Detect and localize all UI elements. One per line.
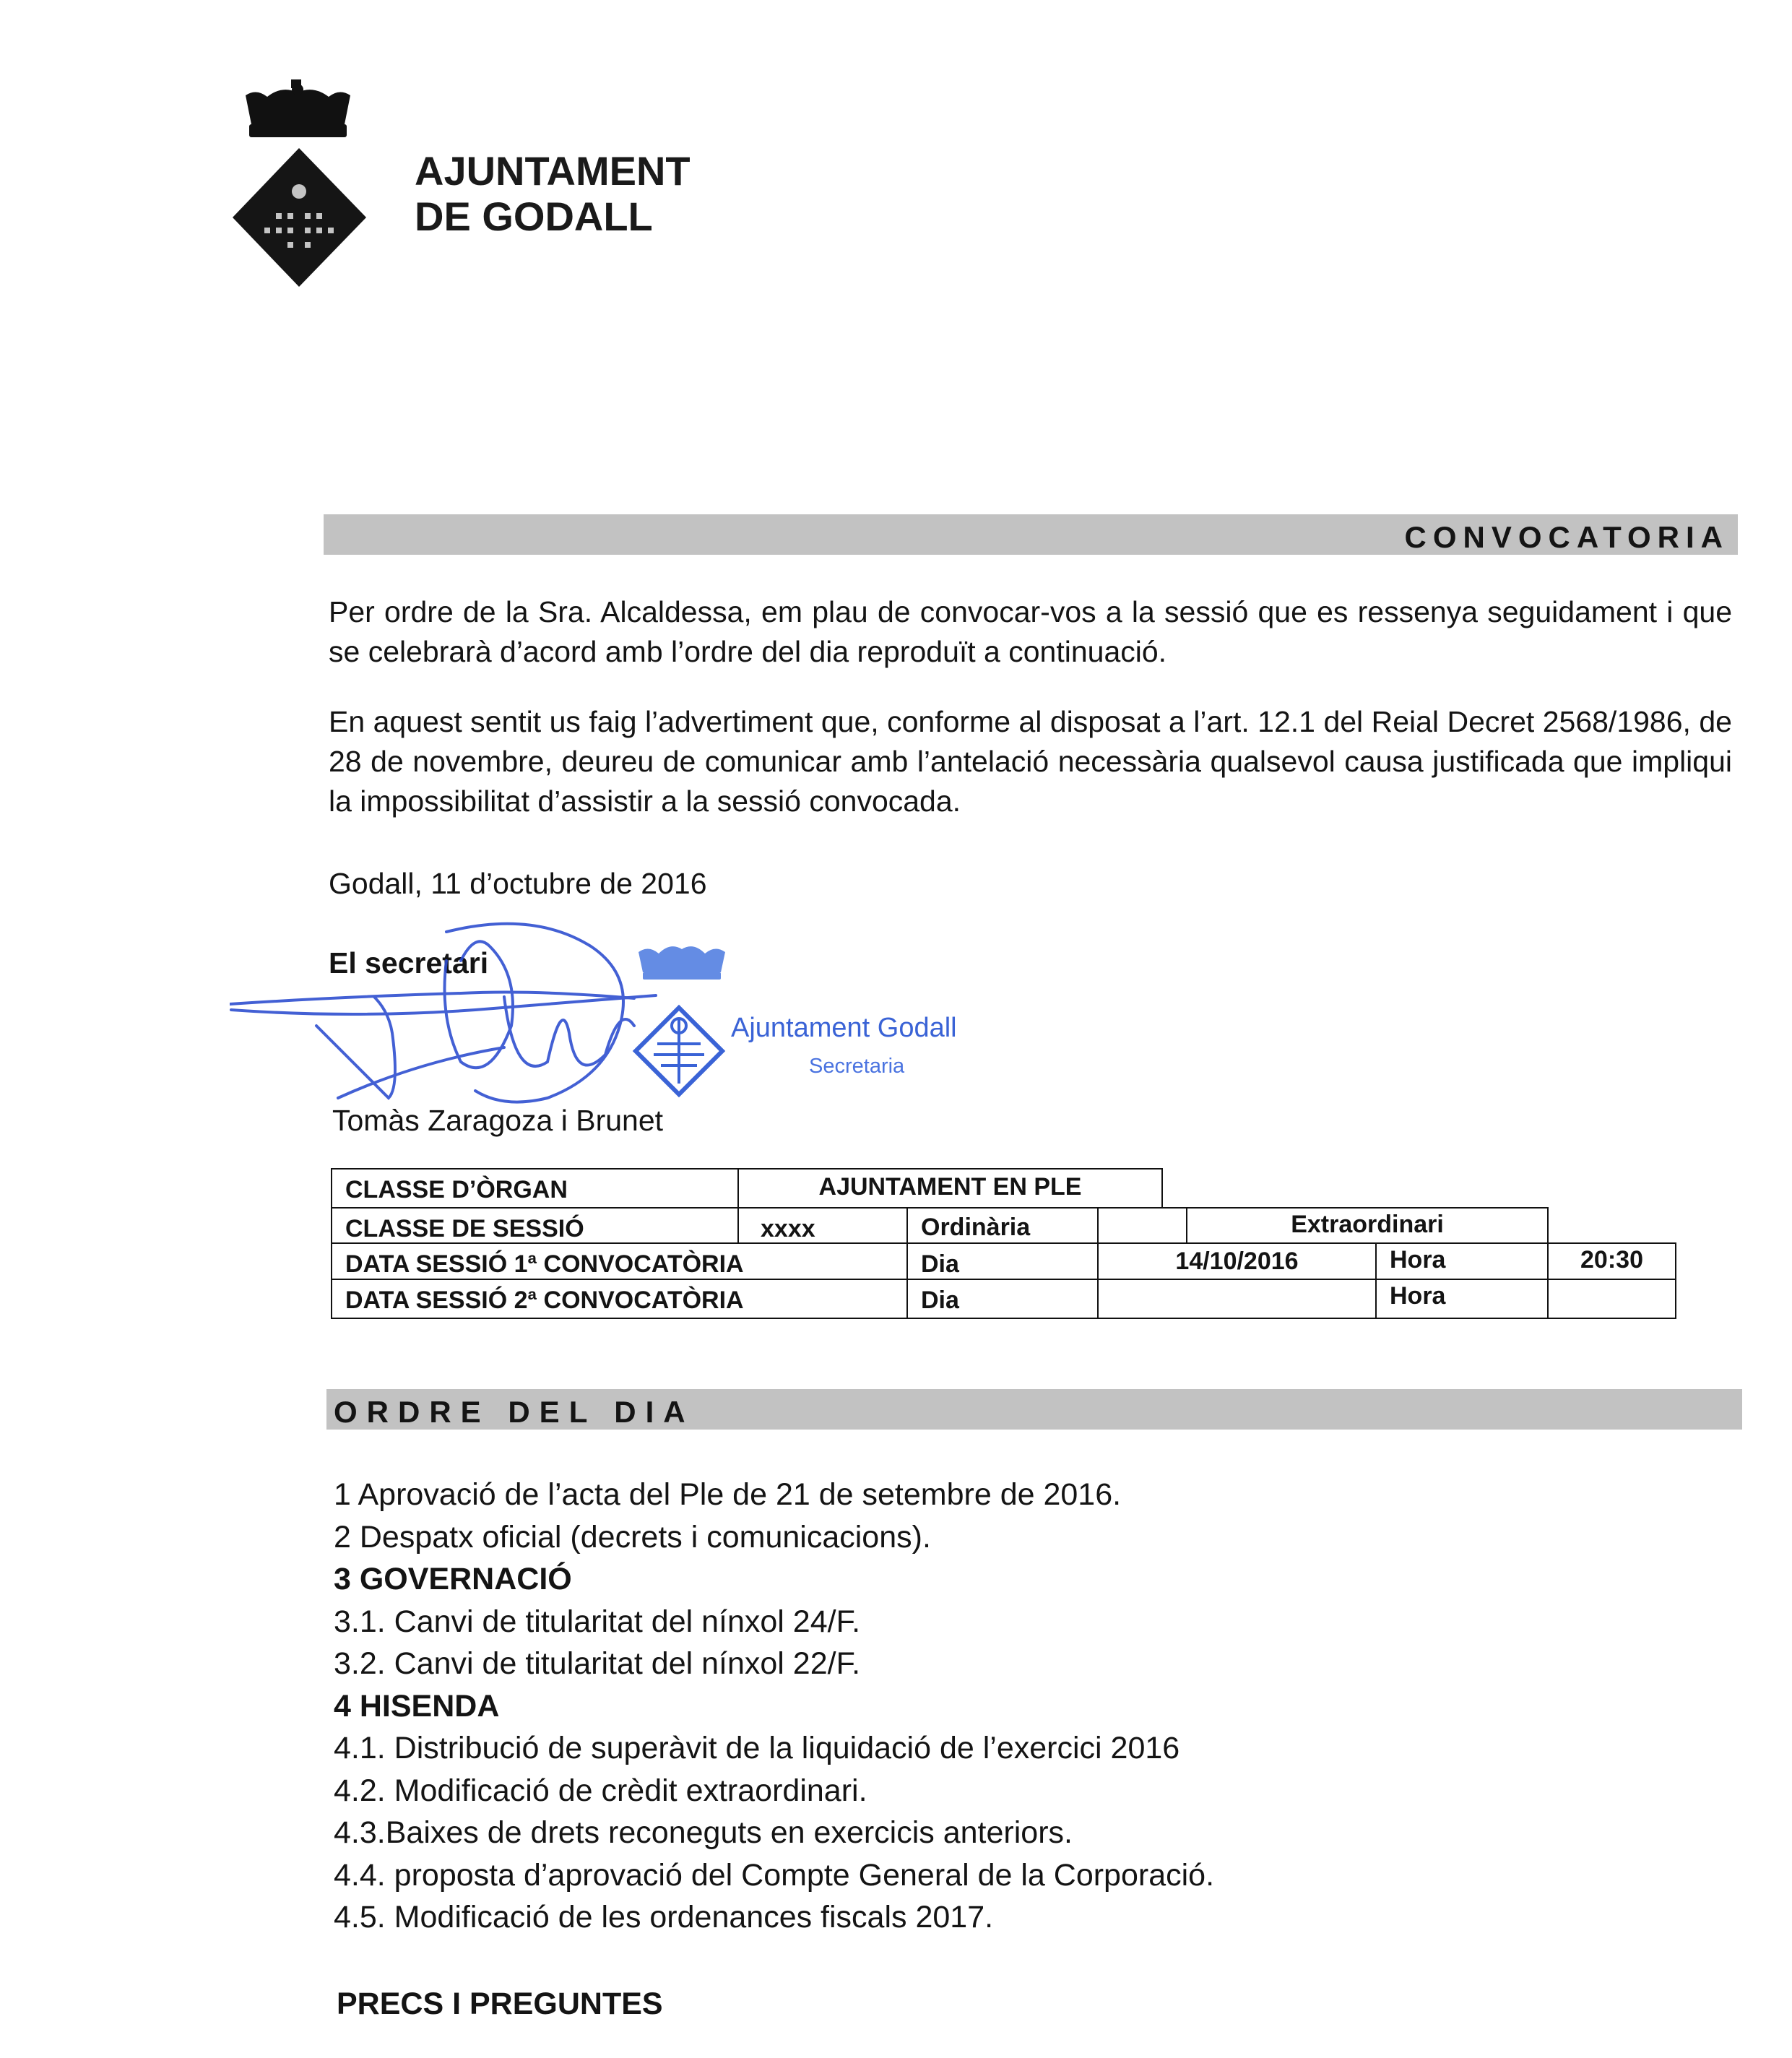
stamp-subtext: Secretaria <box>809 1055 905 1078</box>
signer-role: El secretari <box>329 946 489 980</box>
agenda-section-heading: 4 HISENDA <box>334 1688 500 1724</box>
closing-heading: PRECS I PREGUNTES <box>337 1986 663 2021</box>
agenda-section-heading: 3 GOVERNACIÓ <box>334 1562 572 1596</box>
organ-label-cell: CLASSE D’ÒRGAN <box>331 1168 739 1209</box>
coat-of-arms-icon <box>233 148 366 287</box>
signer-name: Tomàs Zaragoza i Brunet <box>332 1104 664 1137</box>
agenda-item: 4.4. proposta d’aprovació del Compte General de la Corporació. <box>334 1857 1215 1893</box>
notice-paragraph: En aquest sentit us faig l’advertiment que, conforme al disposat a l’art. 12.1 del Reial Decret 2568/1986, de 28 de novembre, deureu de comunicar amb l’antelació necessària qualsevol causa justificada que impliqui la impossibilitat d’assistir a la sessió convocada. <box>329 705 1732 818</box>
stamp-text: Ajuntament Godall <box>731 1013 957 1043</box>
second-call-hour-label: Hora <box>1375 1279 1549 1319</box>
place-date: Godall, 11 d’octubre de 2016 <box>329 867 707 900</box>
agenda-item: 4.3.Baixes de drets reconeguts en exercicis anteriors. <box>334 1815 1073 1850</box>
first-call-day-value: 14/10/2016 <box>1097 1242 1377 1280</box>
handwritten-signature <box>230 917 750 1112</box>
organization-name-line1: AJUNTAMENT <box>415 148 691 194</box>
second-call-label-cell: DATA SESSIÓ 2ª CONVOCATÒRIA <box>331 1279 908 1319</box>
agenda-item: 3.2. Canvi de titularitat del nínxol 22/F. <box>334 1646 861 1681</box>
ordinaria-cell: Ordinària <box>906 1207 1099 1244</box>
second-call-day-value <box>1097 1279 1377 1319</box>
second-call-day-label: Dia <box>906 1279 1099 1319</box>
agenda-item: 4.1. Distribució de superàvit de la liquidació de l’exercici 2016 <box>334 1731 1180 1765</box>
first-call-label-cell: DATA SESSIÓ 1ª CONVOCATÒRIA <box>331 1242 908 1280</box>
agenda-item: 3.1. Canvi de titularitat del nínxol 24/F. <box>334 1604 861 1639</box>
ordre-header-bar <box>326 1389 1742 1430</box>
convocatoria-header-bar <box>324 514 1738 555</box>
first-call-hour-label: Hora <box>1375 1242 1549 1280</box>
organization-name-line2: DE GODALL <box>415 194 653 239</box>
agenda-item: 2 Despatx oficial (decrets i comunicacions). <box>334 1519 931 1555</box>
session-mark-cell: xxxx <box>737 1207 908 1244</box>
extraordinari-cell: Extraordinari <box>1186 1207 1549 1244</box>
first-call-day-label: Dia <box>906 1242 1099 1280</box>
agenda-item: 4.5. Modificació de les ordenances fiscals 2017. <box>334 1900 994 1934</box>
intro-paragraph: Per ordre de la Sra. Alcaldessa, em plau de convocar-vos a la sessió que es ressenya seguidament i que se celebrarà d’acord amb l’ordre del dia reproduït a continuació. <box>329 595 1732 668</box>
ordre-title: ORDRE DEL DIA <box>334 1395 695 1429</box>
session-label-cell: CLASSE DE SESSIÓ <box>331 1207 739 1244</box>
organ-value-cell: AJUNTAMENT EN PLE <box>737 1168 1163 1209</box>
ordinaria-mark-cell <box>1097 1207 1187 1244</box>
convocatoria-title: CONVOCATORIA <box>1404 520 1729 554</box>
organization-name <box>415 148 691 239</box>
agenda-item: 1 Aprovació de l’acta del Ple de 21 de setembre de 2016. <box>334 1477 1122 1512</box>
first-call-hour-value: 20:30 <box>1547 1242 1676 1280</box>
agenda-item: 4.2. Modificació de crèdit extraordinari. <box>334 1773 867 1808</box>
agenda-list <box>334 1474 1214 1939</box>
crown-icon <box>242 79 354 139</box>
second-call-hour-value <box>1547 1279 1676 1319</box>
